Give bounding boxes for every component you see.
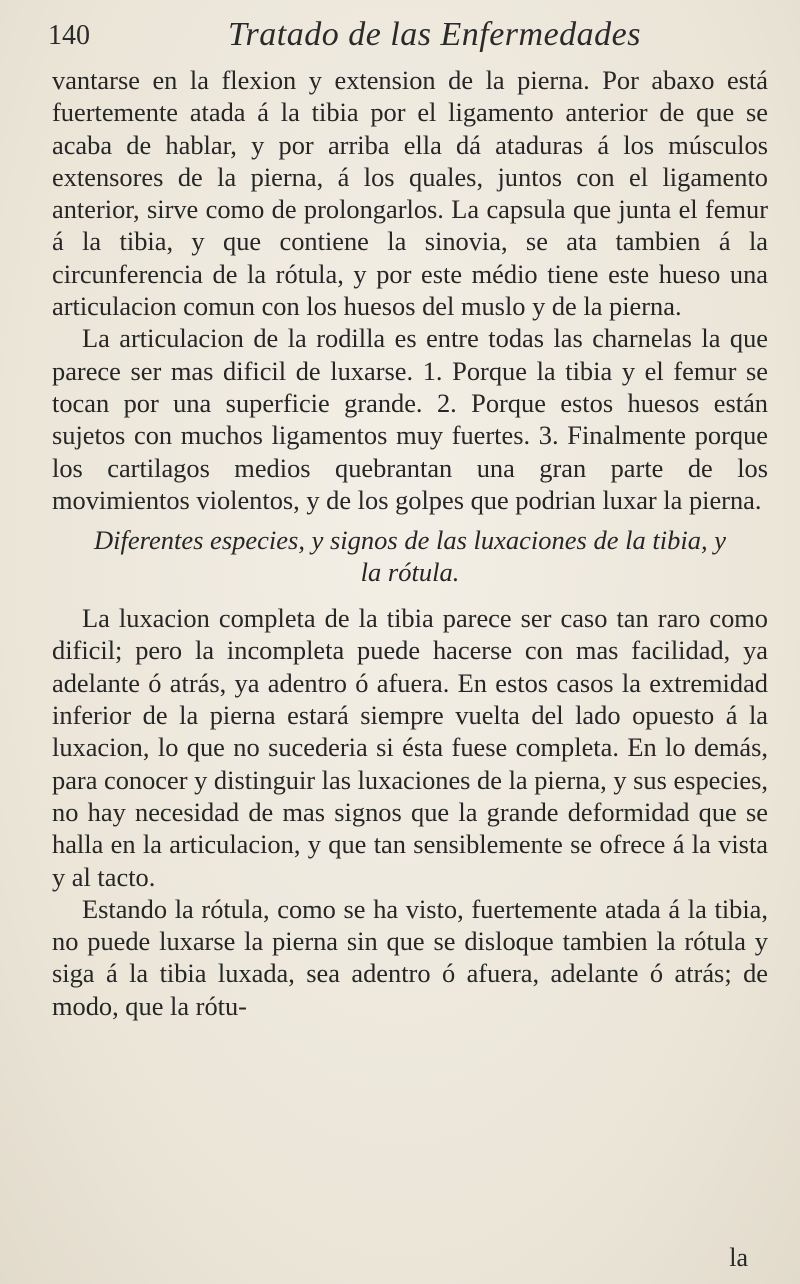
page-number: 140 — [48, 20, 90, 51]
section-title: Diferentes especies, y signos de las luxaciones de la tibia, y la rótula. — [94, 525, 726, 588]
catchword: la — [729, 1243, 748, 1272]
paragraph-continuation: vantarse en la flexion y extension de la pierna. Por abaxo está fuertemente atada á la tibia por el ligamento anterior de que se acaba de hablar, y por arriba ella dá ataduras á los músculos extensores de la pierna, á los quales, juntos con el ligamento anterior, sirve como de prolongarlos. La capsula que junta el femur á la tibia, y que contiene la sinovia, se ata tambien á la circunferencia de la rótula, y por este médio tiene este hueso una articulacion comun con los huesos del muslo y de la pierna. — [52, 65, 768, 322]
paragraph-rotula: Estando la rótula, como se ha visto, fuertemente atada á la tibia, no puede luxarse la pierna sin que se disloque tambien la rótula y siga á la tibia luxada, sea adentro ó afuera, adelante ó atrás; de modo, que la rótu- — [52, 893, 768, 1021]
page-header — [48, 14, 740, 60]
body-text — [52, 64, 768, 1022]
running-title: Tratado de las Enfermedades — [228, 16, 641, 53]
paragraph-tibia-luxation: La luxacion completa de la tibia parece ser caso tan raro como dificil; pero la incompleta puede hacerse con mas facilidad, ya adelante ó atrás, ya adentro ó afuera. En estos casos la extremidad inferior de la pierna estará siempre vuelta del lado opuesto á la luxacion, lo que no sucederia si ésta fuese completa. En lo demás, para conocer y distinguir las luxaciones de la pierna, y sus especies, no hay necesidad de mas signos que la grande deformidad que se halla en la articulacion, y que tan sensiblemente se ofrece á la vista y al tacto. — [52, 603, 768, 892]
paragraph-knee-articulation: La articulacion de la rodilla es entre todas las charnelas la que parece ser mas dificil de luxarse. 1. Porque la tibia y el femur se tocan por una superficie grande. 2. Porque estos huesos están sujetos con muchos ligamentos muy fuertes. 3. Finalmente porque los cartilagos medios quebrantan una gran parte de los movimientos violentos, y de los golpes que podrian luxar la pierna. — [52, 323, 768, 515]
